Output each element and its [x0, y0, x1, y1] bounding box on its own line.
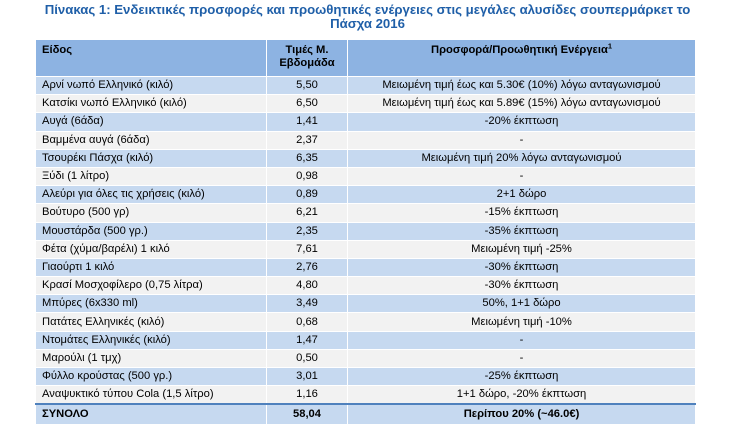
- total-row: [36, 404, 696, 425]
- cell-item: Μουστάρδα (500 γρ.): [36, 222, 267, 240]
- cell-price: 1,41: [267, 113, 348, 131]
- cell-price: 3,01: [267, 368, 348, 386]
- table-body: [36, 77, 696, 405]
- cell-price: 3,49: [267, 295, 348, 313]
- cell-offer: -30% έκπτωση: [348, 277, 696, 295]
- cell-price: 7,61: [267, 240, 348, 258]
- table-caption-line1: Πίνακας 1: Ενδεικτικές προσφορές και προωθητικές ενέργειες στις μεγάλες αλυσίδες σουπερμάρκετ το: [44, 2, 691, 17]
- table-row: [36, 313, 696, 331]
- cell-price: 1,16: [267, 386, 348, 405]
- cell-price: 0,68: [267, 313, 348, 331]
- cell-price: 0,89: [267, 186, 348, 204]
- cell-offer: -: [348, 331, 696, 349]
- cell-price: 1,47: [267, 331, 348, 349]
- cell-offer: -: [348, 349, 696, 367]
- header-price-line1: Τιμές Μ.: [285, 44, 329, 56]
- cell-item: Γιαούρτι 1 κιλό: [36, 258, 267, 276]
- cell-offer: -: [348, 131, 696, 149]
- header-offer-footnote: 1: [607, 41, 613, 51]
- header-price: [267, 40, 348, 77]
- offers-table: [35, 39, 696, 425]
- table-row: [36, 277, 696, 295]
- table-row: [36, 295, 696, 313]
- cell-price: 4,80: [267, 277, 348, 295]
- cell-item: Φέτα (χύμα/βαρέλι) 1 κιλό: [36, 240, 267, 258]
- cell-offer: -15% έκπτωση: [348, 204, 696, 222]
- table-caption-line2: Πάσχα 2016: [330, 16, 405, 31]
- cell-item: Βαμμένα αυγά (6άδα): [36, 131, 267, 149]
- cell-price: 2,35: [267, 222, 348, 240]
- cell-offer: -30% έκπτωση: [348, 258, 696, 276]
- cell-offer: Μειωμένη τιμή -10%: [348, 313, 696, 331]
- total-offer: Περίπου 20% (~46.0€): [348, 404, 696, 425]
- table-row: [36, 204, 696, 222]
- cell-item: Ντομάτες Ελληνικές (κιλό): [36, 331, 267, 349]
- cell-price: 6,50: [267, 95, 348, 113]
- cell-offer: 1+1 δώρο, -20% έκπτωση: [348, 386, 696, 405]
- table-row: [36, 113, 696, 131]
- header-item: Είδος: [36, 40, 267, 77]
- header-offer: [348, 40, 696, 77]
- table-row: [36, 77, 696, 95]
- cell-item: Κρασί Μοσχοφίλερο (0,75 λίτρα): [36, 277, 267, 295]
- table-row: [36, 131, 696, 149]
- header-price-line2: Εβδομάδα: [279, 57, 335, 69]
- cell-item: Μαρούλι (1 τμχ): [36, 349, 267, 367]
- table-header-row: [36, 40, 696, 77]
- cell-offer: -: [348, 167, 696, 185]
- cell-offer: Μειωμένη τιμή έως και 5.89€ (15%) λόγω ανταγωνισμού: [348, 95, 696, 113]
- cell-price: 6,21: [267, 204, 348, 222]
- table-row: [36, 349, 696, 367]
- table-row: [36, 240, 696, 258]
- cell-offer: -25% έκπτωση: [348, 368, 696, 386]
- cell-price: 6,35: [267, 149, 348, 167]
- cell-offer: -20% έκπτωση: [348, 113, 696, 131]
- cell-item: Ξύδι (1 λίτρο): [36, 167, 267, 185]
- cell-item: Μπύρες (6x330 ml): [36, 295, 267, 313]
- cell-offer: 50%, 1+1 δώρο: [348, 295, 696, 313]
- table-row: [36, 222, 696, 240]
- cell-item: Αρνί νωπό Ελληνικό (κιλό): [36, 77, 267, 95]
- cell-item: Πατάτες Ελληνικές (κιλό): [36, 313, 267, 331]
- cell-item: Κατσίκι νωπό Ελληνικό (κιλό): [36, 95, 267, 113]
- table-row: [36, 258, 696, 276]
- cell-item: Βούτυρο (500 γρ): [36, 204, 267, 222]
- table-row: [36, 186, 696, 204]
- total-label: ΣΥΝΟΛΟ: [36, 404, 267, 425]
- table-row: [36, 386, 696, 405]
- cell-offer: Μειωμένη τιμή -25%: [348, 240, 696, 258]
- header-offer-label: Προσφορά/Προωθητική Ενέργεια: [430, 44, 608, 56]
- cell-offer: 2+1 δώρο: [348, 186, 696, 204]
- table-caption: [0, 3, 735, 31]
- cell-price: 2,76: [267, 258, 348, 276]
- cell-offer: Μειωμένη τιμή έως και 5.30€ (10%) λόγω ανταγωνισμού: [348, 77, 696, 95]
- table-row: [36, 167, 696, 185]
- cell-item: Αναψυκτικό τύπου Cola (1,5 λίτρο): [36, 386, 267, 405]
- cell-price: 5,50: [267, 77, 348, 95]
- cell-item: Αυγά (6άδα): [36, 113, 267, 131]
- cell-price: 0,98: [267, 167, 348, 185]
- table-row: [36, 368, 696, 386]
- cell-item: Τσουρέκι Πάσχα (κιλό): [36, 149, 267, 167]
- table-row: [36, 331, 696, 349]
- cell-price: 0,50: [267, 349, 348, 367]
- cell-item: Φύλλο κρούστας (500 γρ.): [36, 368, 267, 386]
- cell-offer: Μειωμένη τιμή 20% λόγω ανταγωνισμού: [348, 149, 696, 167]
- total-price: 58,04: [267, 404, 348, 425]
- cell-price: 2,37: [267, 131, 348, 149]
- cell-offer: -35% έκπτωση: [348, 222, 696, 240]
- table-row: [36, 95, 696, 113]
- table-row: [36, 149, 696, 167]
- cell-item: Αλεύρι για όλες τις χρήσεις (κιλό): [36, 186, 267, 204]
